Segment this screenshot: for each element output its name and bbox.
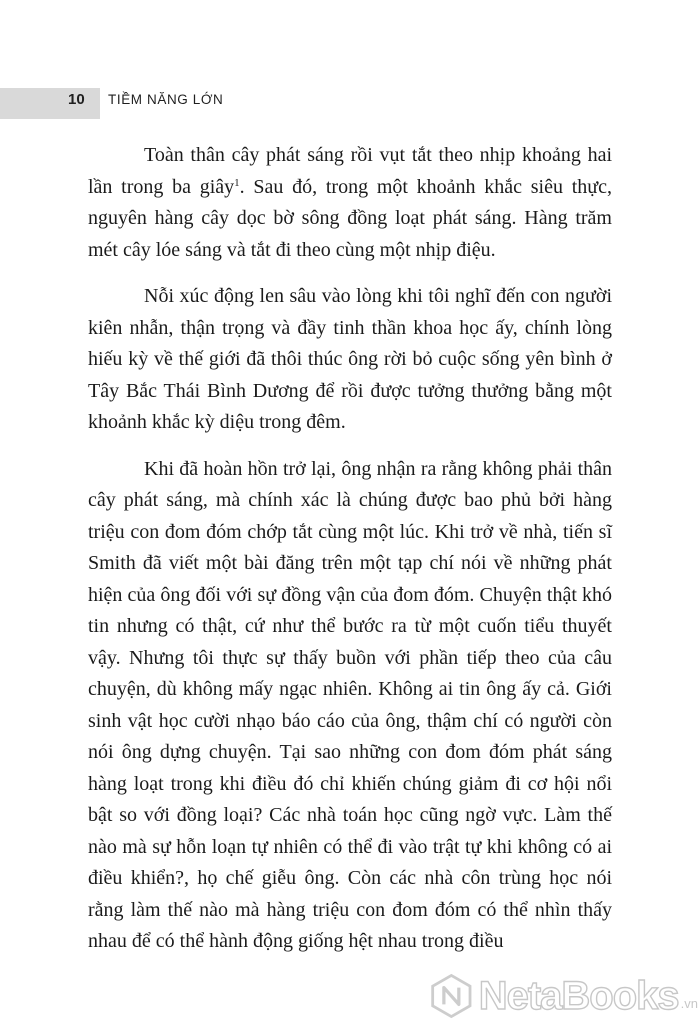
running-title: TIỀM NĂNG LỚN <box>108 92 224 107</box>
page-number: 10 <box>68 91 85 108</box>
watermark-suffix: .vn <box>680 995 698 1011</box>
paragraph-3: Khi đã hoàn hồn trở lại, ông nhận ra rằng không phải thân cây phát sáng, mà chính xác là chúng được bao phủ bởi hàng triệu con đom đóm chớp tắt cùng một lúc. Khi trở về nhà, tiến sĩ Smith đã viết một bài đăng trên một tạp chí nói về những phát hiện của ông đối với sự đồng vận của đom đóm. Chuyện thật khó tin nhưng có thật, cứ như thể bước ra từ một cuốn tiểu thuyết vậy. Nhưng tôi thực sự thấy buồn với phần tiếp theo của câu chuyện, dù không mấy ngạc nhiên. Không ai tin ông ấy cả. Giới sinh vật học cười nhạo báo cáo của ông, thậm chí có người còn nói ông dựng chuyện. Tại sao những con đom đóm phát sáng hàng loạt trong khi điều đó chỉ khiến chúng giảm đi cơ hội nổi bật so với đồng loại? Các nhà toán học cũng ngờ vực. Làm thế nào mà sự hỗn loạn tự nhiên có thể đi vào trật tự khi không có ai điều khiển?, họ chế giễu ông. Còn các nhà côn trùng học nói rằng làm thế nào mà hàng triệu con đom đóm có thể nhìn thấy nhau để có thể hành động giống hệt nhau trong điều <box>88 457 612 952</box>
footnote-marker: 1 <box>234 176 240 189</box>
paragraph-2: Nỗi xúc động len sâu vào lòng khi tôi nghĩ đến con người kiên nhẫn, thận trọng và đầy tinh thần khoa học ấy, chính lòng hiếu kỳ về thế giới đã thôi thúc ông rời bỏ cuộc sống yên bình ở Tây Bắc Thái Bình Dương để rồi được tưởng thưởng bằng một khoảnh khắc kỳ diệu trong đêm. <box>88 285 612 433</box>
watermark-brand: NetaBooks <box>478 973 679 1018</box>
netabooks-logo-icon <box>428 971 475 1021</box>
body-text <box>88 140 612 958</box>
watermark <box>428 966 698 1026</box>
paragraph-1-text-start: Toàn thân cây phát sáng rồi vụt tắt theo nhịp khoảng hai lần trong ba giây <box>88 144 612 198</box>
paragraph-1-text-end: . Sau đó, trong một khoảnh khắc siêu thực, nguyên hàng cây dọc bờ sông đồng loạt phát sáng. Hàng trăm mét cây lóe sáng và tắt đi theo cùng một nhịp điệu. <box>88 175 612 261</box>
paragraph-1 <box>88 140 612 266</box>
